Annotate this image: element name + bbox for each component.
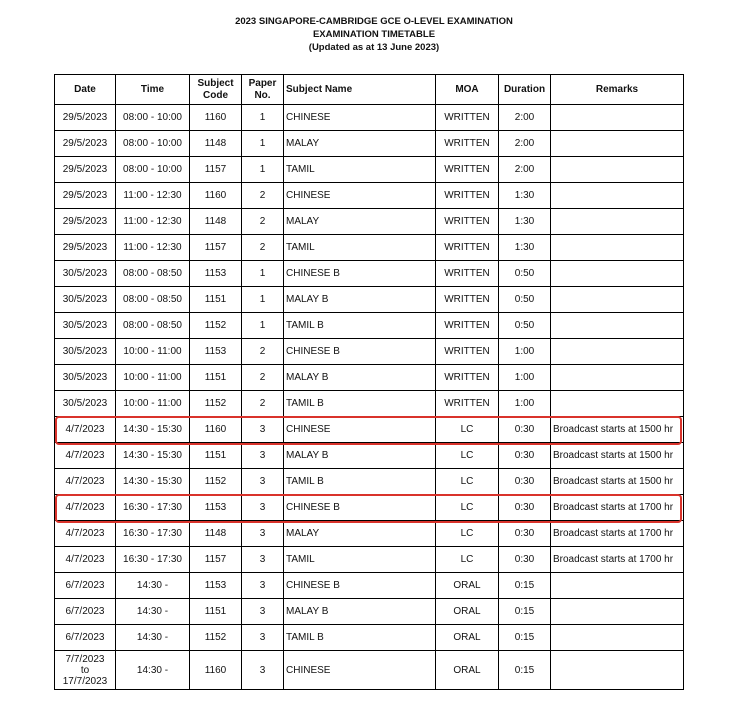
cell-subject-name: CHINESE — [284, 417, 436, 443]
cell-remarks: Broadcast starts at 1700 hr — [551, 495, 684, 521]
cell-paper-no: 2 — [242, 183, 284, 209]
cell-time: 08:00 - 10:00 — [116, 131, 190, 157]
cell-subject-code: 1153 — [190, 261, 242, 287]
cell-duration: 0:30 — [499, 417, 551, 443]
cell-subject-name: CHINESE — [284, 183, 436, 209]
cell-remarks — [551, 365, 684, 391]
header-paper-no: Paper No. — [242, 75, 284, 105]
cell-remarks: Broadcast starts at 1700 hr — [551, 521, 684, 547]
cell-date: 29/5/2023 — [55, 235, 116, 261]
cell-date: 29/5/2023 — [55, 209, 116, 235]
cell-moa: WRITTEN — [436, 209, 499, 235]
cell-paper-no: 3 — [242, 599, 284, 625]
cell-duration: 0:15 — [499, 573, 551, 599]
cell-subject-name: MALAY — [284, 209, 436, 235]
cell-subject-name: TAMIL — [284, 157, 436, 183]
cell-duration: 0:15 — [499, 625, 551, 651]
cell-duration: 1:30 — [499, 235, 551, 261]
table-row — [55, 443, 684, 469]
cell-moa: ORAL — [436, 573, 499, 599]
cell-subject-code: 1152 — [190, 391, 242, 417]
cell-duration: 0:50 — [499, 287, 551, 313]
cell-subject-code: 1148 — [190, 209, 242, 235]
table-row — [55, 547, 684, 573]
cell-duration: 0:30 — [499, 469, 551, 495]
cell-moa: WRITTEN — [436, 131, 499, 157]
cell-paper-no: 2 — [242, 391, 284, 417]
cell-paper-no: 3 — [242, 521, 284, 547]
cell-subject-code: 1152 — [190, 469, 242, 495]
header-duration: Duration — [499, 75, 551, 105]
cell-time: 14:30 - — [116, 651, 190, 690]
cell-duration: 0:30 — [499, 495, 551, 521]
cell-paper-no: 2 — [242, 339, 284, 365]
cell-remarks — [551, 157, 684, 183]
cell-remarks — [551, 209, 684, 235]
cell-subject-code: 1153 — [190, 495, 242, 521]
cell-subject-name: TAMIL — [284, 235, 436, 261]
cell-duration: 2:00 — [499, 131, 551, 157]
cell-time: 10:00 - 11:00 — [116, 391, 190, 417]
cell-duration: 1:30 — [499, 209, 551, 235]
cell-remarks — [551, 339, 684, 365]
cell-date: 30/5/2023 — [55, 391, 116, 417]
cell-remarks: Broadcast starts at 1700 hr — [551, 547, 684, 573]
cell-paper-no: 3 — [242, 625, 284, 651]
cell-paper-no: 3 — [242, 547, 284, 573]
cell-subject-code: 1157 — [190, 547, 242, 573]
cell-date: 29/5/2023 — [55, 131, 116, 157]
cell-date: 29/5/2023 — [55, 105, 116, 131]
cell-subject-code: 1151 — [190, 287, 242, 313]
cell-subject-name: TAMIL B — [284, 313, 436, 339]
cell-subject-name: MALAY B — [284, 365, 436, 391]
cell-time: 16:30 - 17:30 — [116, 521, 190, 547]
table-row — [55, 651, 684, 690]
cell-moa: WRITTEN — [436, 105, 499, 131]
cell-date: 6/7/2023 — [55, 625, 116, 651]
cell-time: 14:30 - 15:30 — [116, 417, 190, 443]
cell-time: 08:00 - 10:00 — [116, 157, 190, 183]
table-row — [55, 391, 684, 417]
table-row-highlighted — [55, 417, 684, 443]
cell-moa: LC — [436, 547, 499, 573]
cell-paper-no: 3 — [242, 443, 284, 469]
cell-duration: 1:00 — [499, 339, 551, 365]
cell-subject-code: 1153 — [190, 573, 242, 599]
table-row — [55, 339, 684, 365]
cell-time: 14:30 - — [116, 573, 190, 599]
cell-subject-code: 1151 — [190, 599, 242, 625]
cell-subject-code: 1160 — [190, 183, 242, 209]
cell-duration: 0:30 — [499, 547, 551, 573]
cell-time: 11:00 - 12:30 — [116, 183, 190, 209]
cell-duration: 0:30 — [499, 443, 551, 469]
cell-duration: 0:50 — [499, 313, 551, 339]
cell-remarks: Broadcast starts at 1500 hr — [551, 443, 684, 469]
cell-moa: WRITTEN — [436, 339, 499, 365]
cell-subject-name: CHINESE B — [284, 573, 436, 599]
table-row — [55, 625, 684, 651]
table-row — [55, 157, 684, 183]
cell-moa: LC — [436, 469, 499, 495]
cell-paper-no: 2 — [242, 209, 284, 235]
cell-remarks: Broadcast starts at 1500 hr — [551, 417, 684, 443]
cell-paper-no: 3 — [242, 651, 284, 690]
cell-paper-no: 2 — [242, 235, 284, 261]
table-row — [55, 469, 684, 495]
cell-duration: 0:30 — [499, 521, 551, 547]
cell-duration: 1:30 — [499, 183, 551, 209]
cell-date: 30/5/2023 — [55, 365, 116, 391]
table-row — [55, 209, 684, 235]
table-row — [55, 313, 684, 339]
cell-remarks — [551, 625, 684, 651]
header-subject-code: Subject Code — [190, 75, 242, 105]
cell-time: 14:30 - 15:30 — [116, 443, 190, 469]
table-row — [55, 599, 684, 625]
cell-duration: 2:00 — [499, 157, 551, 183]
cell-subject-name: MALAY B — [284, 599, 436, 625]
cell-subject-name: MALAY B — [284, 443, 436, 469]
cell-moa: LC — [436, 417, 499, 443]
cell-time: 08:00 - 08:50 — [116, 261, 190, 287]
cell-duration: 0:50 — [499, 261, 551, 287]
table-row — [55, 573, 684, 599]
cell-duration: 2:00 — [499, 105, 551, 131]
table-row-highlighted — [55, 495, 684, 521]
cell-remarks — [551, 391, 684, 417]
cell-subject-code: 1152 — [190, 313, 242, 339]
cell-paper-no: 1 — [242, 313, 284, 339]
cell-subject-name: MALAY B — [284, 287, 436, 313]
cell-time: 16:30 - 17:30 — [116, 547, 190, 573]
cell-date: 6/7/2023 — [55, 573, 116, 599]
cell-subject-code: 1148 — [190, 131, 242, 157]
cell-moa: ORAL — [436, 651, 499, 690]
cell-time: 10:00 - 11:00 — [116, 339, 190, 365]
cell-moa: LC — [436, 521, 499, 547]
date-range-separator: to — [80, 664, 90, 676]
cell-date: 30/5/2023 — [55, 287, 116, 313]
cell-moa: ORAL — [436, 625, 499, 651]
cell-subject-name: MALAY — [284, 521, 436, 547]
cell-remarks — [551, 573, 684, 599]
cell-subject-name: TAMIL B — [284, 391, 436, 417]
cell-paper-no: 3 — [242, 417, 284, 443]
document-subtitle: EXAMINATION TIMETABLE — [312, 29, 436, 40]
cell-subject-name: CHINESE B — [284, 495, 436, 521]
date-range-end: 17/7/2023 — [62, 675, 108, 687]
cell-subject-name: CHINESE B — [284, 339, 436, 365]
document-updated-note: (Updated as at 13 June 2023) — [308, 42, 440, 53]
cell-subject-code: 1160 — [190, 105, 242, 131]
cell-moa: LC — [436, 443, 499, 469]
header-time: Time — [116, 75, 190, 105]
cell-time: 14:30 - 15:30 — [116, 469, 190, 495]
header-remarks: Remarks — [551, 75, 684, 105]
table-row — [55, 365, 684, 391]
cell-date: 4/7/2023 — [55, 417, 116, 443]
date-range-start: 7/7/2023 — [65, 653, 105, 665]
cell-remarks — [551, 651, 684, 690]
cell-time: 11:00 - 12:30 — [116, 235, 190, 261]
cell-date: 4/7/2023 — [55, 443, 116, 469]
cell-remarks — [551, 235, 684, 261]
table-row — [55, 261, 684, 287]
cell-time: 08:00 - 10:00 — [116, 105, 190, 131]
cell-subject-name: CHINESE — [284, 651, 436, 690]
cell-paper-no: 1 — [242, 287, 284, 313]
cell-subject-name: TAMIL B — [284, 469, 436, 495]
cell-remarks — [551, 313, 684, 339]
cell-moa: LC — [436, 495, 499, 521]
cell-remarks — [551, 287, 684, 313]
cell-date-range — [55, 651, 116, 690]
table-row — [55, 183, 684, 209]
cell-time: 14:30 - — [116, 599, 190, 625]
cell-date: 4/7/2023 — [55, 495, 116, 521]
header-moa: MOA — [436, 75, 499, 105]
cell-moa: WRITTEN — [436, 261, 499, 287]
cell-moa: WRITTEN — [436, 183, 499, 209]
cell-paper-no: 3 — [242, 469, 284, 495]
cell-subject-name: MALAY — [284, 131, 436, 157]
table-row — [55, 105, 684, 131]
table-row — [55, 131, 684, 157]
cell-moa: ORAL — [436, 599, 499, 625]
cell-duration: 0:15 — [499, 599, 551, 625]
cell-date: 30/5/2023 — [55, 313, 116, 339]
cell-date: 29/5/2023 — [55, 183, 116, 209]
cell-paper-no: 2 — [242, 365, 284, 391]
header-subject-name: Subject Name — [284, 75, 436, 105]
cell-remarks — [551, 183, 684, 209]
cell-subject-code: 1153 — [190, 339, 242, 365]
cell-date: 30/5/2023 — [55, 339, 116, 365]
cell-subject-name: CHINESE B — [284, 261, 436, 287]
cell-date: 4/7/2023 — [55, 521, 116, 547]
cell-subject-code: 1157 — [190, 235, 242, 261]
cell-subject-code: 1148 — [190, 521, 242, 547]
cell-paper-no: 1 — [242, 157, 284, 183]
cell-moa: WRITTEN — [436, 157, 499, 183]
cell-moa: WRITTEN — [436, 235, 499, 261]
cell-remarks — [551, 105, 684, 131]
cell-date: 29/5/2023 — [55, 157, 116, 183]
table-header-row — [55, 75, 684, 105]
table-row — [55, 521, 684, 547]
cell-subject-name: TAMIL B — [284, 625, 436, 651]
cell-subject-code: 1151 — [190, 443, 242, 469]
table-body — [55, 105, 684, 690]
cell-remarks: Broadcast starts at 1500 hr — [551, 469, 684, 495]
cell-time: 10:00 - 11:00 — [116, 365, 190, 391]
cell-remarks — [551, 131, 684, 157]
cell-subject-code: 1160 — [190, 651, 242, 690]
cell-time: 16:30 - 17:30 — [116, 495, 190, 521]
cell-subject-code: 1157 — [190, 157, 242, 183]
cell-duration: 0:15 — [499, 651, 551, 690]
cell-moa: WRITTEN — [436, 391, 499, 417]
document-header — [0, 15, 748, 54]
table-row — [55, 287, 684, 313]
cell-date: 4/7/2023 — [55, 469, 116, 495]
cell-time: 08:00 - 08:50 — [116, 287, 190, 313]
cell-paper-no: 1 — [242, 105, 284, 131]
cell-moa: WRITTEN — [436, 287, 499, 313]
cell-subject-name: TAMIL — [284, 547, 436, 573]
exam-timetable — [54, 74, 684, 690]
cell-moa: WRITTEN — [436, 313, 499, 339]
table-row — [55, 235, 684, 261]
cell-time: 14:30 - — [116, 625, 190, 651]
cell-duration: 1:00 — [499, 391, 551, 417]
cell-time: 08:00 - 08:50 — [116, 313, 190, 339]
document-title: 2023 SINGAPORE-CAMBRIDGE GCE O-LEVEL EXAMINATION — [235, 16, 513, 27]
cell-paper-no: 3 — [242, 573, 284, 599]
cell-time: 11:00 - 12:30 — [116, 209, 190, 235]
cell-subject-code: 1160 — [190, 417, 242, 443]
cell-paper-no: 1 — [242, 131, 284, 157]
cell-date: 30/5/2023 — [55, 261, 116, 287]
cell-subject-code: 1152 — [190, 625, 242, 651]
cell-subject-name: CHINESE — [284, 105, 436, 131]
cell-paper-no: 1 — [242, 261, 284, 287]
cell-moa: WRITTEN — [436, 365, 499, 391]
cell-remarks — [551, 261, 684, 287]
cell-date: 4/7/2023 — [55, 547, 116, 573]
cell-remarks — [551, 599, 684, 625]
cell-duration: 1:00 — [499, 365, 551, 391]
header-date: Date — [55, 75, 116, 105]
cell-paper-no: 3 — [242, 495, 284, 521]
cell-subject-code: 1151 — [190, 365, 242, 391]
cell-date: 6/7/2023 — [55, 599, 116, 625]
